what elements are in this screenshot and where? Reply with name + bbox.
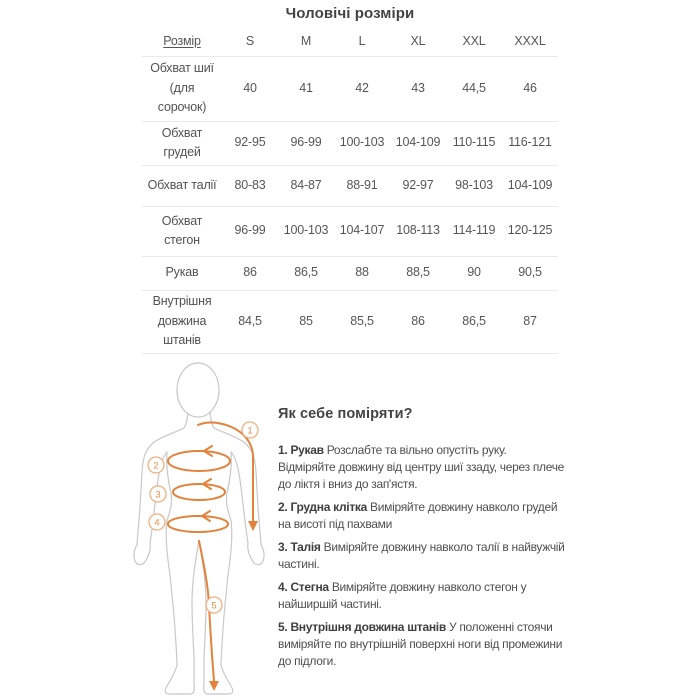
size-column-header bbox=[142, 28, 222, 56]
cell: 88,5 bbox=[390, 256, 446, 290]
size-header-s: S bbox=[222, 28, 278, 56]
table-row-hips bbox=[142, 206, 558, 256]
size-header-xl: XL bbox=[390, 28, 446, 56]
cell: 104-109 bbox=[390, 121, 446, 165]
page-title: Чоловічі розміри bbox=[285, 5, 415, 22]
cell: 40 bbox=[222, 56, 278, 121]
row-label: Обхват шиї (для сорочок) bbox=[142, 56, 222, 121]
marker-2 bbox=[148, 457, 164, 473]
marker-1-label: 1 bbox=[247, 425, 253, 437]
instruction-text: Розслабте та вільно опустіть руку. Відміряйте довжину від центру шиї ззаду, через плече до ліктя і вниз до зап'ястя. bbox=[278, 443, 565, 491]
instruction-lead: 3. Талія bbox=[278, 540, 321, 554]
cell: 90,5 bbox=[502, 256, 558, 290]
instruction-hips bbox=[278, 579, 565, 613]
size-header-m: M bbox=[278, 28, 334, 56]
cell: 87 bbox=[502, 290, 558, 353]
instruction-waist bbox=[278, 539, 565, 573]
instruction-lead: 4. Стегна bbox=[278, 580, 329, 594]
size-column-header-label: Розмір bbox=[163, 34, 201, 49]
size-header-xxl: XXL bbox=[446, 28, 502, 56]
cell: 92-97 bbox=[390, 165, 446, 206]
instruction-sleeve bbox=[278, 442, 565, 493]
table-row-sleeve bbox=[142, 256, 558, 290]
cell: 96-99 bbox=[278, 121, 334, 165]
row-label: Обхват стегон bbox=[142, 206, 222, 256]
row-label: Обхват грудей bbox=[142, 121, 222, 165]
marker-4-label: 4 bbox=[154, 517, 160, 529]
table-row-neck bbox=[142, 56, 558, 121]
instruction-inseam bbox=[278, 619, 565, 670]
marker-1 bbox=[242, 422, 258, 438]
cell: 108-113 bbox=[390, 206, 446, 256]
cell: 86,5 bbox=[278, 256, 334, 290]
instruction-text: Виміряйте довжину навколо стегон у найширшій частині. bbox=[278, 580, 527, 611]
cell: 92-95 bbox=[222, 121, 278, 165]
cell: 110-115 bbox=[446, 121, 502, 165]
cell: 116-121 bbox=[502, 121, 558, 165]
instruction-chest bbox=[278, 499, 565, 533]
marker-3 bbox=[150, 486, 166, 502]
cell: 86,5 bbox=[446, 290, 502, 353]
cell: 88 bbox=[334, 256, 390, 290]
instruction-lead: 1. Рукав bbox=[278, 443, 324, 457]
table-row-waist bbox=[142, 165, 558, 206]
cell: 104-107 bbox=[334, 206, 390, 256]
row-label: Внутрішня довжина штанів bbox=[142, 290, 222, 353]
cell: 85,5 bbox=[334, 290, 390, 353]
table-row-inseam bbox=[142, 290, 558, 353]
instruction-text: У положенні стоячи виміряйте по внутрішній поверхні ноги від промежини до підлоги. bbox=[278, 620, 563, 668]
instruction-text: Виміряйте довжину навколо талії в найвужчій частині. bbox=[278, 540, 565, 571]
instruction-lead: 5. Внутрішня довжина штанів bbox=[278, 620, 446, 634]
marker-2-label: 2 bbox=[153, 460, 159, 472]
cell: 96-99 bbox=[222, 206, 278, 256]
cell: 84,5 bbox=[222, 290, 278, 353]
cell: 84-87 bbox=[278, 165, 334, 206]
howto-heading: Як себе поміряти? bbox=[278, 406, 413, 422]
cell: 41 bbox=[278, 56, 334, 121]
cell: 120-125 bbox=[502, 206, 558, 256]
row-label: Обхват талії bbox=[142, 165, 222, 206]
cell: 42 bbox=[334, 56, 390, 121]
size-header-l: L bbox=[334, 28, 390, 56]
cell: 86 bbox=[222, 256, 278, 290]
cell: 85 bbox=[278, 290, 334, 353]
table-row-chest bbox=[142, 121, 558, 165]
cell: 43 bbox=[390, 56, 446, 121]
marker-3-label: 3 bbox=[155, 489, 161, 501]
measure-instructions bbox=[278, 406, 565, 676]
marker-4 bbox=[149, 514, 165, 530]
marker-5-label: 5 bbox=[211, 600, 217, 612]
table-header-row bbox=[142, 28, 558, 56]
size-header-xxxl: XXXL bbox=[502, 28, 558, 56]
body-measurement-figure bbox=[128, 353, 278, 700]
cell: 100-103 bbox=[278, 206, 334, 256]
instruction-text: Виміряйте довжину навколо грудей на висоті під пахвами bbox=[278, 500, 558, 531]
cell: 98-103 bbox=[446, 165, 502, 206]
row-label: Рукав bbox=[142, 256, 222, 290]
cell: 104-109 bbox=[502, 165, 558, 206]
cell: 114-119 bbox=[446, 206, 502, 256]
body-figure-svg bbox=[128, 353, 278, 700]
cell: 80-83 bbox=[222, 165, 278, 206]
instruction-lead: 2. Грудна клітка bbox=[278, 500, 367, 514]
cell: 88-91 bbox=[334, 165, 390, 206]
marker-5 bbox=[206, 597, 222, 613]
cell: 44,5 bbox=[446, 56, 502, 121]
cell: 90 bbox=[446, 256, 502, 290]
cell: 100-103 bbox=[334, 121, 390, 165]
cell: 46 bbox=[502, 56, 558, 121]
cell: 86 bbox=[390, 290, 446, 353]
size-table bbox=[142, 28, 558, 354]
head-outline bbox=[177, 363, 219, 417]
